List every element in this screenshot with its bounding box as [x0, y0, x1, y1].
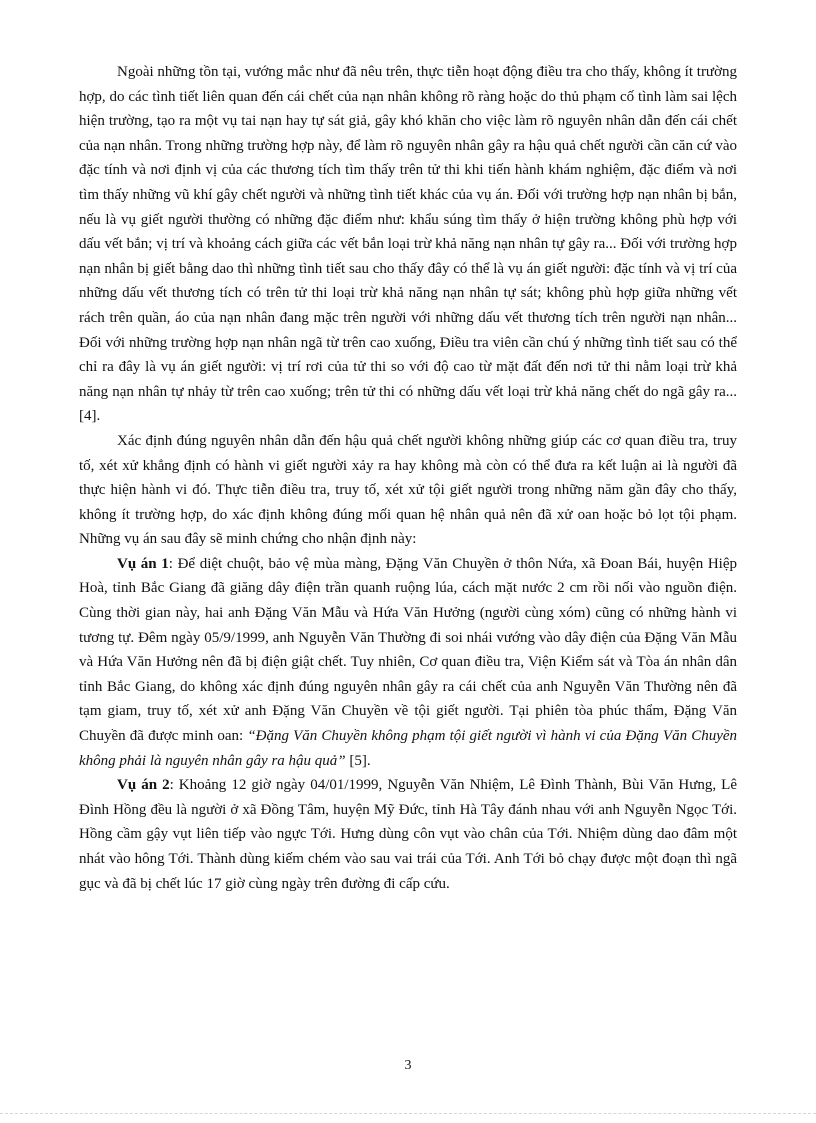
case-1-citation: [5].	[345, 752, 371, 769]
paragraph-intro: Ngoài những tồn tại, vướng mắc như đã nêu trên, thực tiễn hoạt động điều tra cho thấy, không ít trường hợp, do các tình tiết liên quan đến cái chết của nạn nhân không rõ ràng hoặc do thủ phạm cố tình làm sai lệch hiện trường, tạo ra một vụ tai nạn hay tự sát giả, gây khó khăn cho việc làm rõ nguyên nhân dẫn đến cái chết của nạn nhân. Trong những trường hợp này, để làm rõ nguyên nhân gây ra hậu quả chết người cần căn cứ vào đặc tính và nơi định vị của các thương tích tìm thấy trên tử thi khi tiến hành khám nghiệm, đặc điểm và nơi tìm thấy những vũ khí gây chết người và những tình tiết khác của vụ án. Đối với trường hợp nạn nhân bị bắn, nếu là vụ giết người thường có những đặc điểm như: khẩu súng tìm thấy ở hiện trường không phù hợp với dấu vết bắn; vị trí và khoảng cách giữa các vết bắn loại trừ khả năng nạn nhân tự gây ra... Đối với trường hợp nạn nhân bị giết bằng dao thì những tình tiết sau cho thấy đây có thể là vụ án giết người: đặc tính và vị trí của những dấu vết thương tích có trên tử thi loại trừ khả năng nạn nhân tự sát; không phù hợp giữa những vết rách trên quần, áo của nạn nhân đang mặc trên người với những dấu vết thương tích trên người nạn nhân... Đối với những trường hợp nạn nhân ngã từ trên cao xuống, Điều tra viên cần chú ý những tình tiết sau có thể chỉ ra đây là vụ án giết người: vị trí rơi của tử thi so với độ cao từ mặt đất đến nơi tử thi nằm loại trừ khả năng nạn nhân tự nhảy từ trên cao xuống; trên tử thi có những dấu vết loại trừ khả năng chết do ngã gây ra... [4].	[79, 64, 737, 425]
page-number: 3	[404, 1058, 412, 1073]
case-1-body: : Để diệt chuột, bảo vệ mùa màng, Đặng Văn Chuyền ở thôn Nứa, xã Đoan Bái, huyện Hiệp Hoà, tỉnh Bắc Giang đã giăng dây điện trần quanh ruộng lúa, cách mặt nước 2 cm rồi nối vào nguồn điện. Cùng thời gian này, hai anh Đặng Văn Mẫu và Hứa Văn Hưởng (người cùng xóm) cũng có những hành vi tương tự. Đêm ngày 05/9/1999, anh Nguyễn Văn Thường đi soi nhái vướng vào dây điện của Đặng Văn Mẫu và Hứa Văn Hưởng nên đã bị điện giật chết. Tuy nhiên, Cơ quan điều tra, Viện Kiểm sát và Tòa án nhân dân tỉnh Bắc Giang, do không xác định đúng nguyên nhân gây ra cái chết của anh Nguyễn Văn Thường nên đã tạm giam, truy tố, xét xử anh Đặng Văn Chuyền về tội giết người. Tại phiên tòa phúc thẩm, Đặng Văn Chuyền đã được minh oan:	[79, 555, 737, 745]
paragraph-case-2	[79, 773, 737, 896]
paragraph-case-1	[79, 552, 737, 773]
case-2-title: Vụ án 2	[117, 777, 170, 794]
paragraph-causation: Xác định đúng nguyên nhân dẫn đến hậu quả chết người không những giúp các cơ quan điều tra, truy tố, xét xử khẳng định có hành vi giết người xảy ra hay không mà còn có thể đưa ra kết luận ai là người đã thực hiện hành vi đó. Thực tiễn điều tra, truy tố, xét xử tội giết người trong những năm gần đây cho thấy, không ít trường hợp, do xác định không đúng mối quan hệ nhân quả nên đã xử oan hoặc bỏ lọt tội phạm. Những vụ án sau đây sẽ minh chứng cho nhận định này:	[79, 432, 737, 548]
case-2-body: : Khoảng 12 giờ ngày 04/01/1999, Nguyễn Văn Nhiệm, Lê Đình Thành, Bùi Văn Hưng, Lê Đình Hồng đều là người ở xã Đồng Tâm, huyện Mỹ Đức, tỉnh Hà Tây đánh nhau với anh Nguyễn Ngọc Tới. Hồng cầm gậy vụt liên tiếp vào ngực Tới. Hưng dùng côn vụt vào chân của Tới. Nhiệm dùng dao đâm một nhát vào hông Tới. Thành dùng kiếm chém vào sau vai trái của Tới. Anh Tới bỏ chạy được một đoạn thì ngã gục và đã bị chết lúc 17 giờ cùng ngày trên đường đi cấp cứu.	[79, 777, 737, 892]
page-bottom-divider	[0, 1113, 816, 1114]
document-body	[79, 60, 737, 896]
case-1-title: Vụ án 1	[117, 555, 169, 572]
case-1-quote: “Đặng Văn Chuyền không phạm tội giết người vì hành vi của Đặng Văn Chuyền không phải là nguyên nhân gây ra hậu quả”	[79, 728, 738, 769]
